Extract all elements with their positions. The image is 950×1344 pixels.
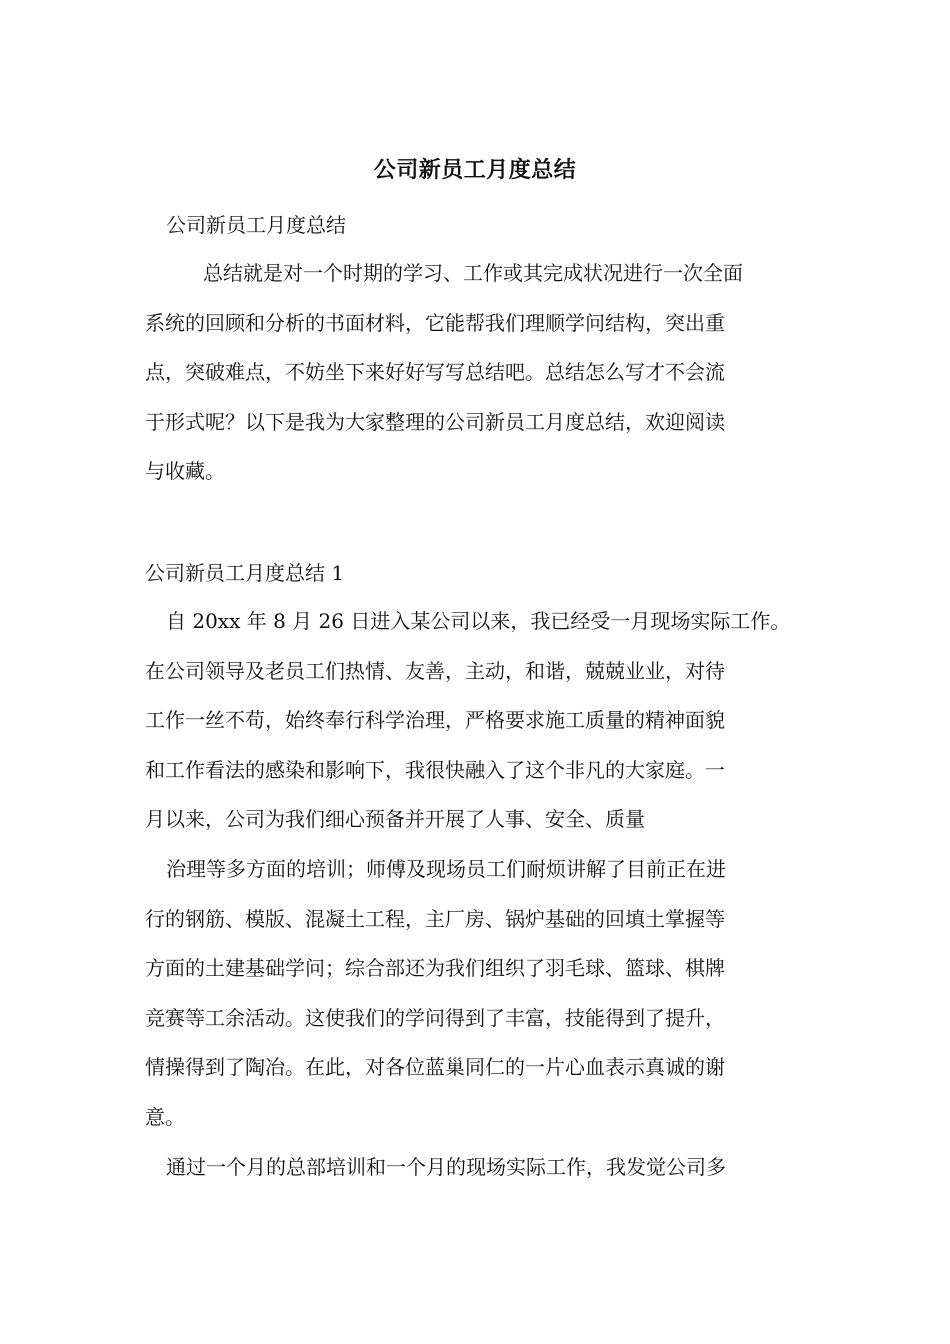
intro-paragraph xyxy=(145,249,825,497)
text-line: 月以来，公司为我们细心预备并开展了人事、安全、质量 xyxy=(145,807,645,831)
text-line: 情操得到了陶冶。在此，对各位蓝巢同仁的一片心血表示真诚的谢 xyxy=(145,1055,725,1079)
text-line: 治理等多方面的培训；师傅及现场员工们耐烦讲解了目前正在进 xyxy=(166,857,726,881)
text-line: 方面的土建基础学问；综合部还为我们组织了羽毛球、篮球、棋牌 xyxy=(145,956,725,980)
text-line: 工作一丝不苟，始终奉行科学治理，严格要求施工质量的精神面貌 xyxy=(145,708,725,732)
text-line: 点，突破难点，不妨坐下来好好写写总结吧。总结怎么写才不会流 xyxy=(145,360,725,384)
text-line: 行的钢筋、模版、混凝土工程，主厂房、锅炉基础的回填土掌握等 xyxy=(145,906,725,931)
text-line: 于形式呢？以下是我为大家整理的公司新员工月度总结，欢迎阅读 xyxy=(145,409,725,434)
body-paragraph-1 xyxy=(145,597,825,845)
text-line: 总结就是对一个时期的学习、工作或其完成状况进行一次全面 xyxy=(203,261,743,285)
text-line: 通过一个月的总部培训和一个月的现场实际工作，我发觉公司多 xyxy=(166,1155,726,1179)
text-line: 与收藏。 xyxy=(145,459,225,483)
document-title: 公司新员工月度总结 xyxy=(373,157,577,183)
section-heading: 公司新员工月度总结 1 xyxy=(145,561,345,585)
text-line: 竞赛等工余活动。这使我们的学问得到了丰富，技能得到了提升， xyxy=(145,1005,725,1030)
body-paragraph-2 xyxy=(145,845,825,1142)
text-line: 自 20xx 年 8 月 26 日进入某公司以来，我已经受一月现场实际工作。 xyxy=(166,609,791,633)
text-line: 系统的回顾和分析的书面材料，它能帮我们理顺学问结构，突出重 xyxy=(145,310,725,335)
body-paragraph-3 xyxy=(145,1143,825,1193)
text-line: 和工作看法的感染和影响下，我很快融入了这个非凡的大家庭。一 xyxy=(145,757,725,782)
document-subtitle: 公司新员工月度总结 xyxy=(166,213,346,237)
text-line: 在公司领导及老员工们热情、友善，主动，和谐，兢兢业业，对待 xyxy=(145,658,725,683)
text-line: 意。 xyxy=(145,1104,185,1129)
